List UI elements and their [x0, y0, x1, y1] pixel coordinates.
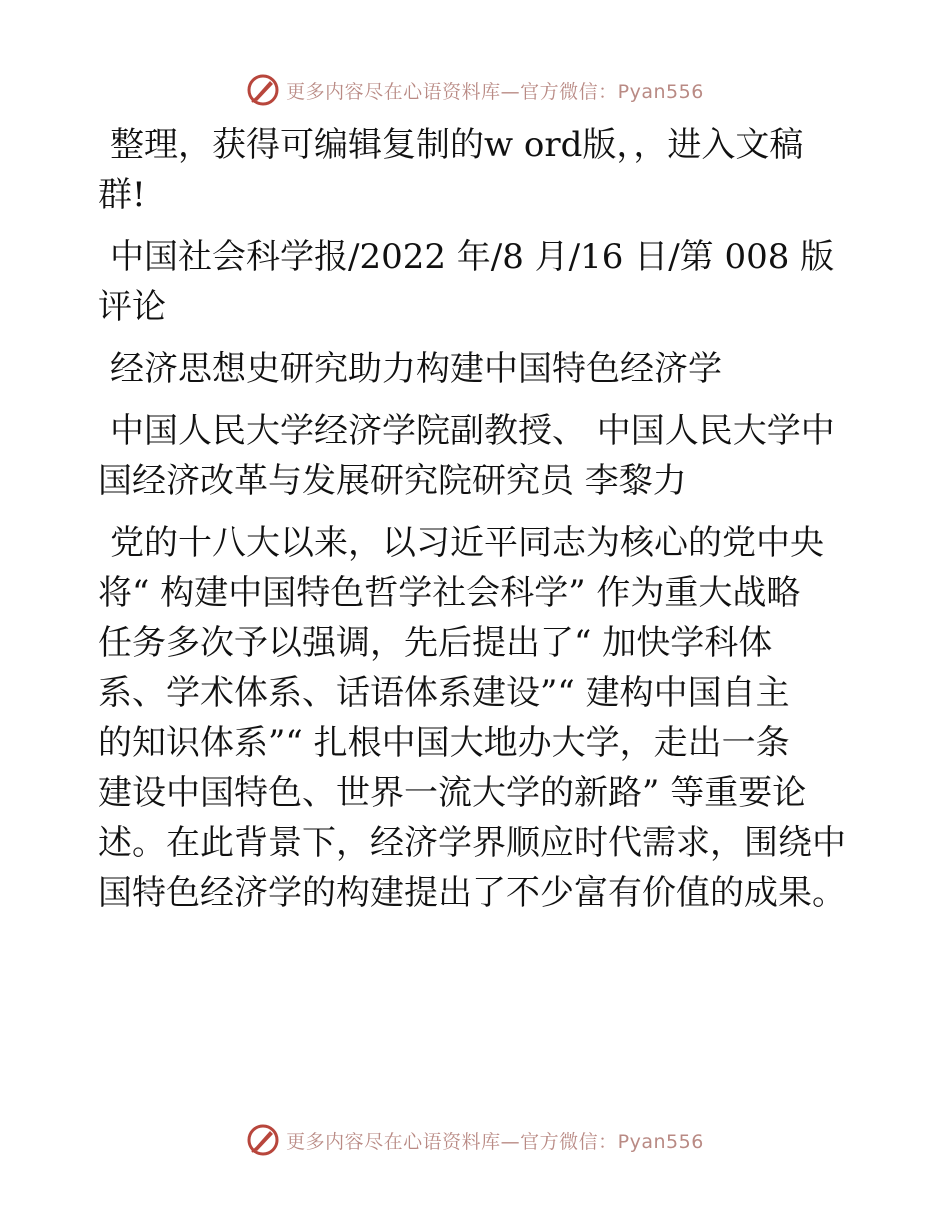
text-line: 中国人民大学经济学院副教授、 中国人民大学中 — [110, 411, 835, 451]
document-body — [98, 120, 858, 930]
author-paragraph — [98, 406, 858, 506]
header-banner-text: 更多内容尽在心语资料库—官方微信：Pyan556 — [286, 80, 704, 103]
text-line: 将“ 构建中国特色哲学社会科学” 作为重大战略 — [98, 573, 801, 613]
quill-seal-icon — [246, 73, 280, 107]
text-line: 的知识体系”“ 扎根中国大地办大学，走出一条 — [98, 723, 790, 763]
body-paragraph — [98, 518, 858, 918]
text-line: 国经济改革与发展研究院研究员 李黎力 — [98, 461, 687, 501]
text-line: 任务多次予以强调，先后提出了“ 加快学科体 — [98, 623, 773, 663]
text-line: 党的十八大以来，以习近平同志为核心的党中央 — [110, 523, 824, 563]
text-line: 中国社会科学报/2022 年/8 月/16 日/第 008 版 — [110, 237, 835, 277]
text-line: 经济思想史研究助力构建中国特色经济学 — [110, 349, 722, 389]
footer-banner-text: 更多内容尽在心语资料库—官方微信：Pyan556 — [286, 1130, 704, 1153]
text-line: 群! — [98, 175, 146, 215]
text-line: 系、学术体系、话语体系建设”“ 建构中国自主 — [98, 673, 790, 713]
text-line: 评论 — [98, 287, 166, 327]
article-title — [98, 344, 858, 394]
text-line: 整理，获得可编辑复制的w ord版，，进入文稿 — [110, 125, 804, 165]
text-line: 国特色经济学的构建提出了不少富有价值的成果。 — [98, 873, 846, 913]
source-paragraph — [98, 232, 858, 332]
footer-banner — [0, 1120, 950, 1160]
header-banner — [0, 70, 950, 110]
quill-seal-icon — [246, 1123, 280, 1157]
text-line: 述。在此背景下，经济学界顺应时代需求，围绕中 — [98, 823, 846, 863]
intro-paragraph — [98, 120, 858, 220]
text-line: 建设中国特色、世界一流大学的新路” 等重要论 — [98, 773, 807, 813]
